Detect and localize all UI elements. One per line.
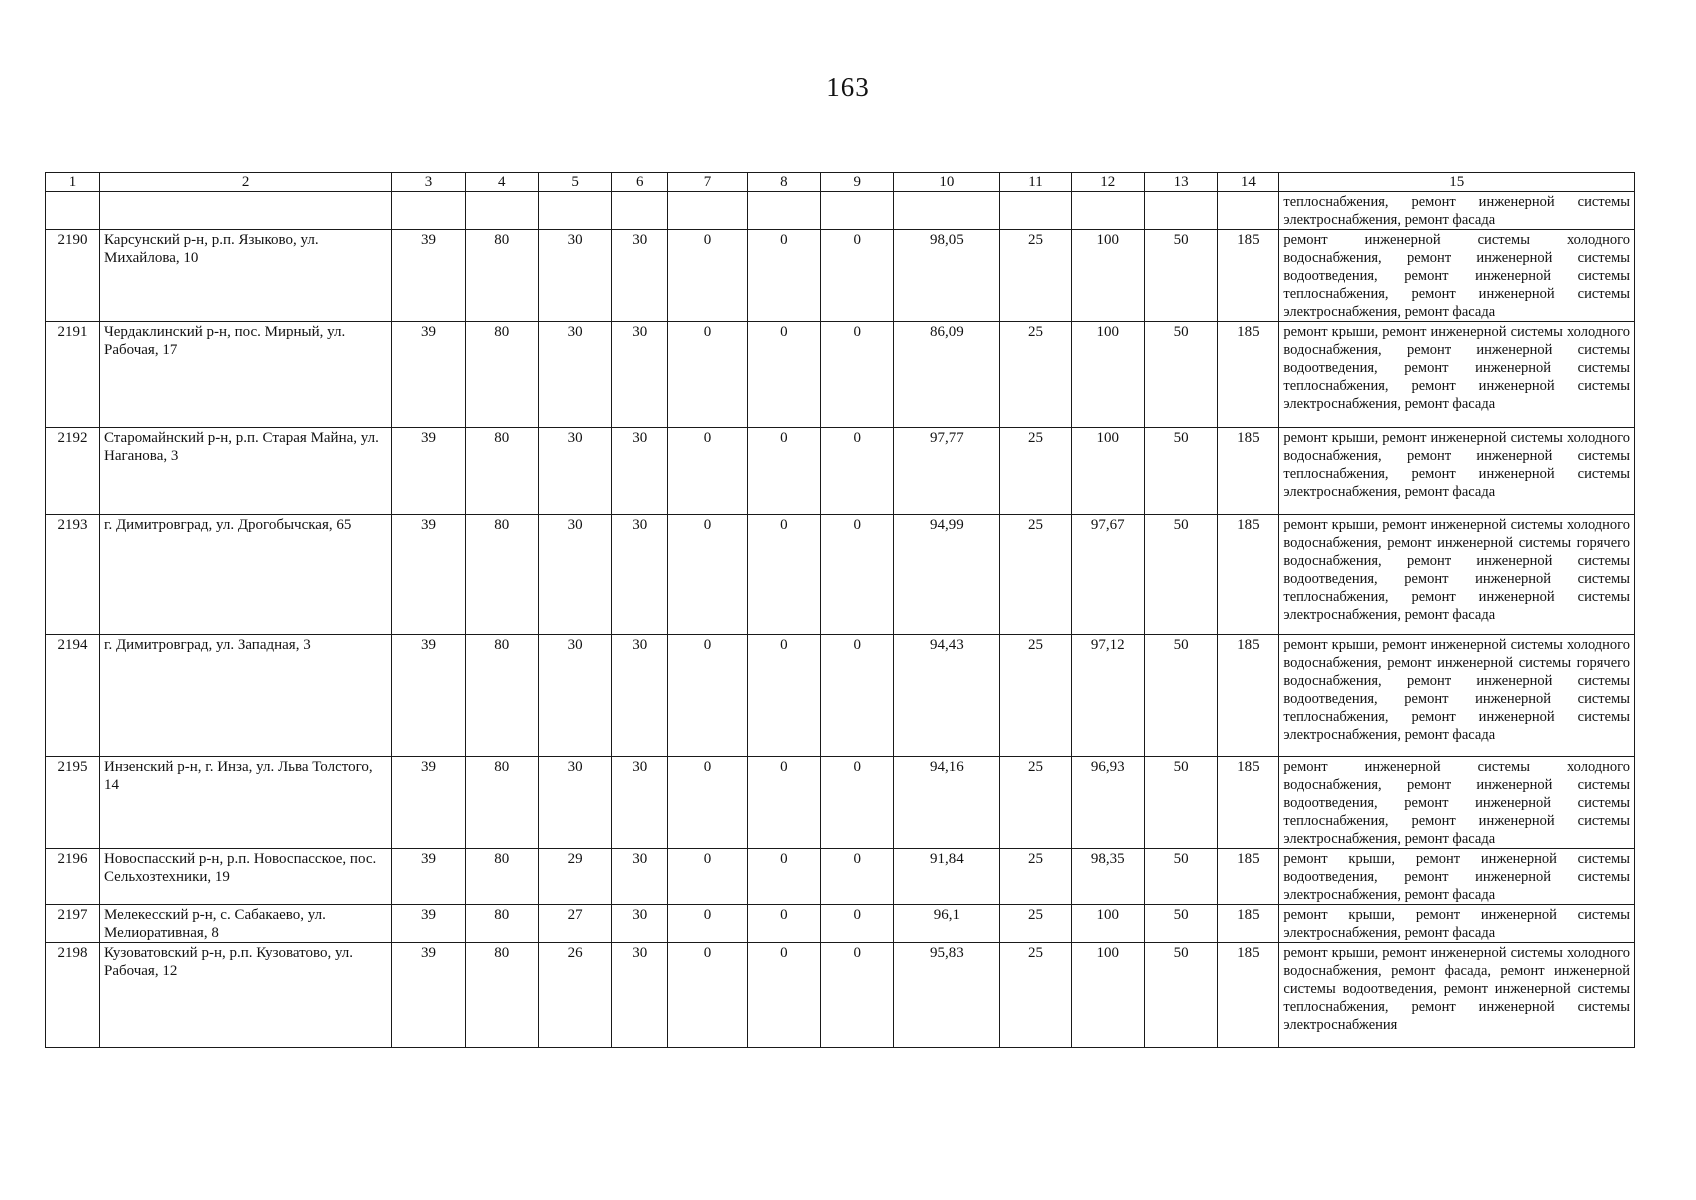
col9-value: 0 xyxy=(821,757,894,849)
works-cell: ремонт инженерной системы холодного водоснабжения, ремонт инженерной системы водоотведения, ремонт инженерной системы теплоснабжения, ремонт инженерной системы электроснабжения, ремонт фасада xyxy=(1279,230,1635,322)
col11-value: 25 xyxy=(1000,428,1071,515)
works-cell: ремонт крыши, ремонт инженерной системы холодного водоснабжения, ремонт инженерной системы водоотведения, ремонт инженерной системы теплоснабжения, ремонт инженерной системы электроснабжения, ремонт фасада xyxy=(1279,322,1635,428)
col6-value: 30 xyxy=(612,635,668,757)
col4-value: 80 xyxy=(465,757,538,849)
col5-value: 30 xyxy=(538,230,611,322)
col6-value: 30 xyxy=(612,428,668,515)
col8-value: 0 xyxy=(747,757,820,849)
address-cell: Мелекесский р-н, с. Сабакаево, ул. Мелиоративная, 8 xyxy=(99,905,391,943)
col10-value: 98,05 xyxy=(894,230,1000,322)
col7-value: 0 xyxy=(668,757,747,849)
works-cell: ремонт крыши, ремонт инженерной системы водоотведения, ремонт инженерной системы электроснабжения, ремонт фасада xyxy=(1279,849,1635,905)
works-cell: ремонт крыши, ремонт инженерной системы электроснабжения, ремонт фасада xyxy=(1279,905,1635,943)
address-cell: Инзенский р-н, г. Инза, ул. Льва Толстого, 14 xyxy=(99,757,391,849)
col4-value: 80 xyxy=(465,943,538,1048)
col5-value: 30 xyxy=(538,322,611,428)
col13-value: 50 xyxy=(1144,230,1217,322)
col5-value: 30 xyxy=(538,635,611,757)
works-text: теплоснабжения, ремонт инженерной системы электроснабжения, ремонт фасада xyxy=(1279,192,1635,230)
address-cell: Старомайнский р-н, р.п. Старая Майна, ул. Наганова, 3 xyxy=(99,428,391,515)
col13-value: 50 xyxy=(1144,849,1217,905)
col5-value: 30 xyxy=(538,428,611,515)
col3-value: 39 xyxy=(392,905,465,943)
col6-value: 30 xyxy=(612,322,668,428)
col12-value: 100 xyxy=(1071,322,1144,428)
works-cell: ремонт инженерной системы холодного водоснабжения, ремонт инженерной системы водоотведения, ремонт инженерной системы теплоснабжения, ремонт инженерной системы электроснабжения, ремонт фасада xyxy=(1279,757,1635,849)
col9-value: 0 xyxy=(821,515,894,635)
col11-value: 25 xyxy=(1000,757,1071,849)
column-header: 3 xyxy=(392,173,465,192)
works-cell: ремонт крыши, ремонт инженерной системы холодного водоснабжения, ремонт инженерной системы горячего водоснабжения, ремонт инженерной системы водоотведения, ремонт инженерной системы теплоснабжения, ремонт инженерной системы электроснабжения, ремонт фасада xyxy=(1279,635,1635,757)
column-header: 13 xyxy=(1144,173,1217,192)
col8-value: 0 xyxy=(747,428,820,515)
col9-value: 0 xyxy=(821,635,894,757)
table-row xyxy=(46,757,1635,849)
col6-value: 30 xyxy=(612,905,668,943)
col11-value: 25 xyxy=(1000,905,1071,943)
col9-value: 0 xyxy=(821,905,894,943)
col13-value: 50 xyxy=(1144,905,1217,943)
col10-value: 94,43 xyxy=(894,635,1000,757)
column-header: 14 xyxy=(1218,173,1279,192)
col14-value: 185 xyxy=(1218,943,1279,1048)
col13-value: 50 xyxy=(1144,635,1217,757)
column-header: 6 xyxy=(612,173,668,192)
col9-value: 0 xyxy=(821,322,894,428)
table-row xyxy=(46,635,1635,757)
col12-value: 100 xyxy=(1071,905,1144,943)
col8-value: 0 xyxy=(747,230,820,322)
col4-value: 80 xyxy=(465,515,538,635)
col4-value: 80 xyxy=(465,322,538,428)
col3-value: 39 xyxy=(392,322,465,428)
col3-value: 39 xyxy=(392,515,465,635)
col6-value: 30 xyxy=(612,515,668,635)
col8-value: 0 xyxy=(747,635,820,757)
col4-value: 80 xyxy=(465,635,538,757)
col14-value: 185 xyxy=(1218,849,1279,905)
col3-value: 39 xyxy=(392,943,465,1048)
address-cell: Кузоватовский р-н, р.п. Кузоватово, ул. Рабочая, 12 xyxy=(99,943,391,1048)
column-header: 10 xyxy=(894,173,1000,192)
col12-value: 98,35 xyxy=(1071,849,1144,905)
col5-value: 27 xyxy=(538,905,611,943)
col12-value: 96,93 xyxy=(1071,757,1144,849)
address-cell: Новоспасский р-н, р.п. Новоспасское, пос. Сельхозтехники, 19 xyxy=(99,849,391,905)
col14-value: 185 xyxy=(1218,230,1279,322)
col11-value: 25 xyxy=(1000,322,1071,428)
col14-value: 185 xyxy=(1218,905,1279,943)
col14-value: 185 xyxy=(1218,757,1279,849)
table-row xyxy=(46,943,1635,1048)
col9-value: 0 xyxy=(821,428,894,515)
col14-value: 185 xyxy=(1218,515,1279,635)
col13-value: 50 xyxy=(1144,428,1217,515)
col4-value: 80 xyxy=(465,849,538,905)
address-cell: Карсунский р-н, р.п. Языково, ул. Михайлова, 10 xyxy=(99,230,391,322)
col3-value: 39 xyxy=(392,757,465,849)
col13-value: 50 xyxy=(1144,943,1217,1048)
col11-value: 25 xyxy=(1000,515,1071,635)
address-cell: г. Димитровград, ул. Западная, 3 xyxy=(99,635,391,757)
col11-value: 25 xyxy=(1000,635,1071,757)
table-row xyxy=(46,905,1635,943)
col10-value: 95,83 xyxy=(894,943,1000,1048)
row-number: 2195 xyxy=(46,757,100,849)
works-cell: ремонт крыши, ремонт инженерной системы холодного водоснабжения, ремонт инженерной системы теплоснабжения, ремонт инженерной системы электроснабжения, ремонт фасада xyxy=(1279,428,1635,515)
col10-value: 96,1 xyxy=(894,905,1000,943)
col3-value: 39 xyxy=(392,849,465,905)
table-row xyxy=(46,849,1635,905)
column-header: 7 xyxy=(668,173,747,192)
col5-value: 29 xyxy=(538,849,611,905)
col4-value: 80 xyxy=(465,230,538,322)
table-row xyxy=(46,322,1635,428)
col8-value: 0 xyxy=(747,943,820,1048)
col12-value: 97,12 xyxy=(1071,635,1144,757)
row-number: 2198 xyxy=(46,943,100,1048)
column-header: 15 xyxy=(1279,173,1635,192)
col11-value: 25 xyxy=(1000,943,1071,1048)
works-cell: ремонт крыши, ремонт инженерной системы холодного водоснабжения, ремонт инженерной системы горячего водоснабжения, ремонт инженерной системы водоотведения, ремонт инженерной системы теплоснабжения, ремонт инженерной системы электроснабжения, ремонт фасада xyxy=(1279,515,1635,635)
column-header: 8 xyxy=(747,173,820,192)
col9-value: 0 xyxy=(821,943,894,1048)
col8-value: 0 xyxy=(747,515,820,635)
col6-value: 30 xyxy=(612,757,668,849)
col11-value: 25 xyxy=(1000,849,1071,905)
col8-value: 0 xyxy=(747,849,820,905)
col11-value: 25 xyxy=(1000,230,1071,322)
col7-value: 0 xyxy=(668,635,747,757)
col12-value: 100 xyxy=(1071,230,1144,322)
column-header: 2 xyxy=(99,173,391,192)
col12-value: 100 xyxy=(1071,943,1144,1048)
col6-value: 30 xyxy=(612,943,668,1048)
col13-value: 50 xyxy=(1144,515,1217,635)
col13-value: 50 xyxy=(1144,322,1217,428)
col14-value: 185 xyxy=(1218,322,1279,428)
col14-value: 185 xyxy=(1218,635,1279,757)
col3-value: 39 xyxy=(392,428,465,515)
column-header: 5 xyxy=(538,173,611,192)
col6-value: 30 xyxy=(612,849,668,905)
row-number: 2197 xyxy=(46,905,100,943)
col12-value: 100 xyxy=(1071,428,1144,515)
col10-value: 97,77 xyxy=(894,428,1000,515)
continuation-row xyxy=(46,192,1635,230)
col10-value: 94,99 xyxy=(894,515,1000,635)
row-number: 2194 xyxy=(46,635,100,757)
col7-value: 0 xyxy=(668,515,747,635)
row-number: 2190 xyxy=(46,230,100,322)
col6-value: 30 xyxy=(612,230,668,322)
col13-value: 50 xyxy=(1144,757,1217,849)
col8-value: 0 xyxy=(747,905,820,943)
col5-value: 26 xyxy=(538,943,611,1048)
table-row xyxy=(46,428,1635,515)
row-number: 2191 xyxy=(46,322,100,428)
col10-value: 94,16 xyxy=(894,757,1000,849)
column-header: 1 xyxy=(46,173,100,192)
col9-value: 0 xyxy=(821,230,894,322)
col7-value: 0 xyxy=(668,230,747,322)
col7-value: 0 xyxy=(668,943,747,1048)
col8-value: 0 xyxy=(747,322,820,428)
col5-value: 30 xyxy=(538,515,611,635)
col3-value: 39 xyxy=(392,635,465,757)
col7-value: 0 xyxy=(668,905,747,943)
column-number-row xyxy=(46,173,1635,192)
address-cell: Чердаклинский р-н, пос. Мирный, ул. Рабочая, 17 xyxy=(99,322,391,428)
row-number: 2196 xyxy=(46,849,100,905)
col7-value: 0 xyxy=(668,849,747,905)
column-header: 12 xyxy=(1071,173,1144,192)
col10-value: 86,09 xyxy=(894,322,1000,428)
table-row xyxy=(46,515,1635,635)
col4-value: 80 xyxy=(465,905,538,943)
table-row xyxy=(46,230,1635,322)
column-header: 11 xyxy=(1000,173,1071,192)
col14-value: 185 xyxy=(1218,428,1279,515)
row-number: 2192 xyxy=(46,428,100,515)
col10-value: 91,84 xyxy=(894,849,1000,905)
col7-value: 0 xyxy=(668,322,747,428)
works-cell: ремонт крыши, ремонт инженерной системы холодного водоснабжения, ремонт фасада, ремонт инженерной системы водоотведения, ремонт инженерной системы теплоснабжения, ремонт инженерной системы электроснабжения xyxy=(1279,943,1635,1048)
column-header: 4 xyxy=(465,173,538,192)
col3-value: 39 xyxy=(392,230,465,322)
register-table xyxy=(45,172,1635,1048)
address-cell: г. Димитровград, ул. Дрогобычская, 65 xyxy=(99,515,391,635)
row-number: 2193 xyxy=(46,515,100,635)
page-number: 163 xyxy=(826,72,870,102)
column-header: 9 xyxy=(821,173,894,192)
col9-value: 0 xyxy=(821,849,894,905)
col5-value: 30 xyxy=(538,757,611,849)
col12-value: 97,67 xyxy=(1071,515,1144,635)
col4-value: 80 xyxy=(465,428,538,515)
col7-value: 0 xyxy=(668,428,747,515)
